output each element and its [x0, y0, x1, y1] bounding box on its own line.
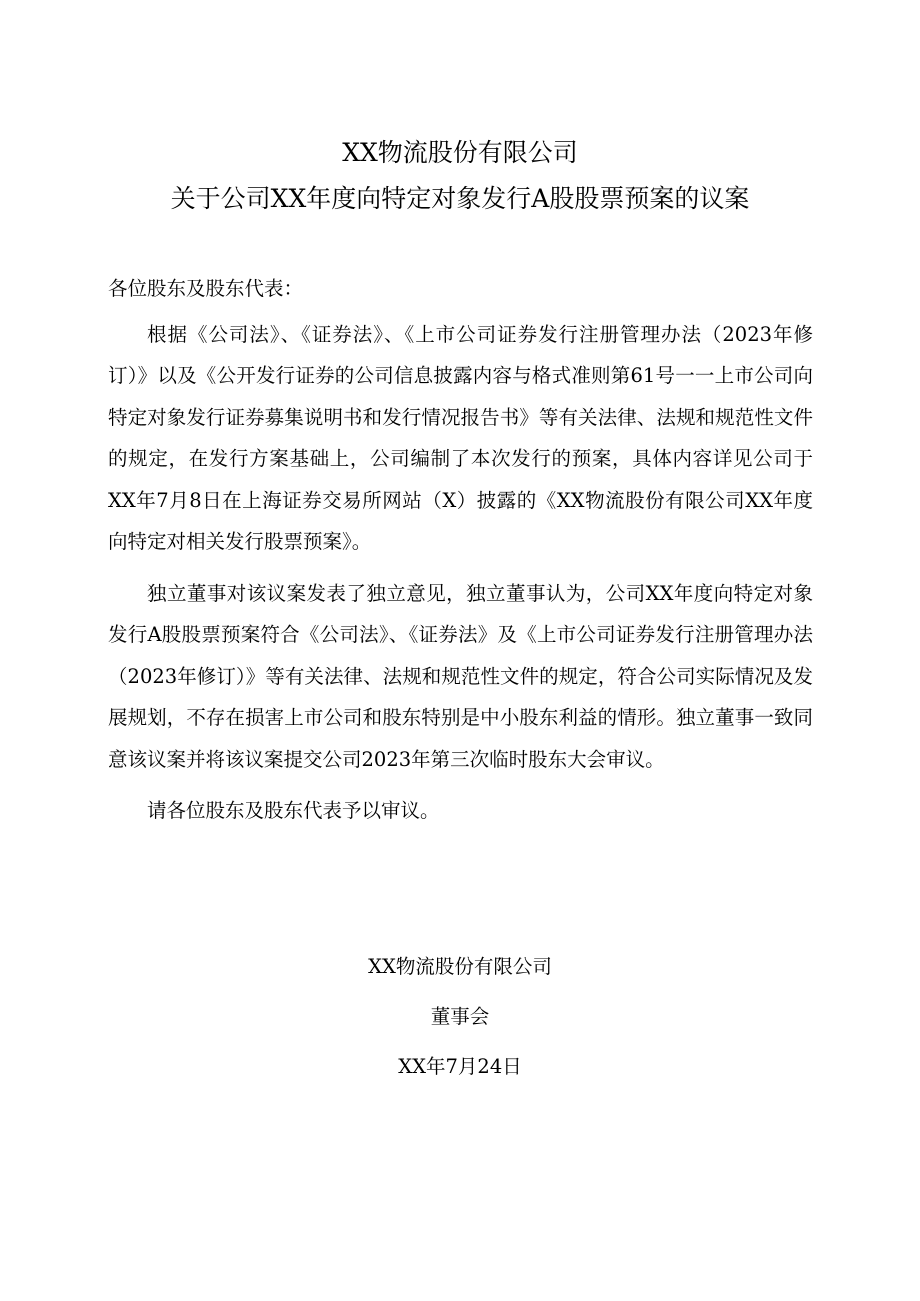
signature-date: XX年7月24日	[398, 1055, 522, 1078]
signature-board: 董事会	[430, 1005, 490, 1028]
title-company: XX物流股份有限公司	[342, 138, 578, 167]
signature-block	[0, 946, 920, 1096]
paragraph-independent-directors: 独立董事对该议案发表了独立意见，独立董事认为，公司XX年度向特定对象发行A股股票预案符合《公司法》、《证券法》及《上市公司证券发行注册管理办法（2023年修订）》等有关法律、法规和规范性文件的规定，符合公司实际情况及发展规划，不存在损害上市公司和股东特别是中小股东利益的情形。独立董事一致同意该议案并将该议案提交公司2023年第三次临时股东大会审议。	[108, 581, 813, 771]
title-subject: 关于公司XX年度向特定对象发行A股股票预案的议案	[170, 184, 750, 213]
document-body	[108, 268, 813, 832]
paragraph-legal-basis: 根据《公司法》、《证券法》、《上市公司证券发行注册管理办法（2023年修订）》以及《公开发行证券的公司信息披露内容与格式准则第61号一一上市公司向特定对象发行证券募集说明书和发行情况报告书》等有关法律、法规和规范性文件的规定，在发行方案基础上，公司编制了本次发行的预案，具体内容详见公司于XX年7月8日在上海证券交易所网站（X）披露的《XX物流股份有限公司XX年度向特定对相关发行股票预案》。	[108, 322, 813, 553]
signature-company: XX物流股份有限公司	[368, 955, 552, 978]
document-title	[0, 130, 920, 222]
closing-request: 请各位股东及股东代表予以审议。	[147, 799, 440, 822]
salutation: 各位股东及股东代表：	[108, 277, 304, 300]
